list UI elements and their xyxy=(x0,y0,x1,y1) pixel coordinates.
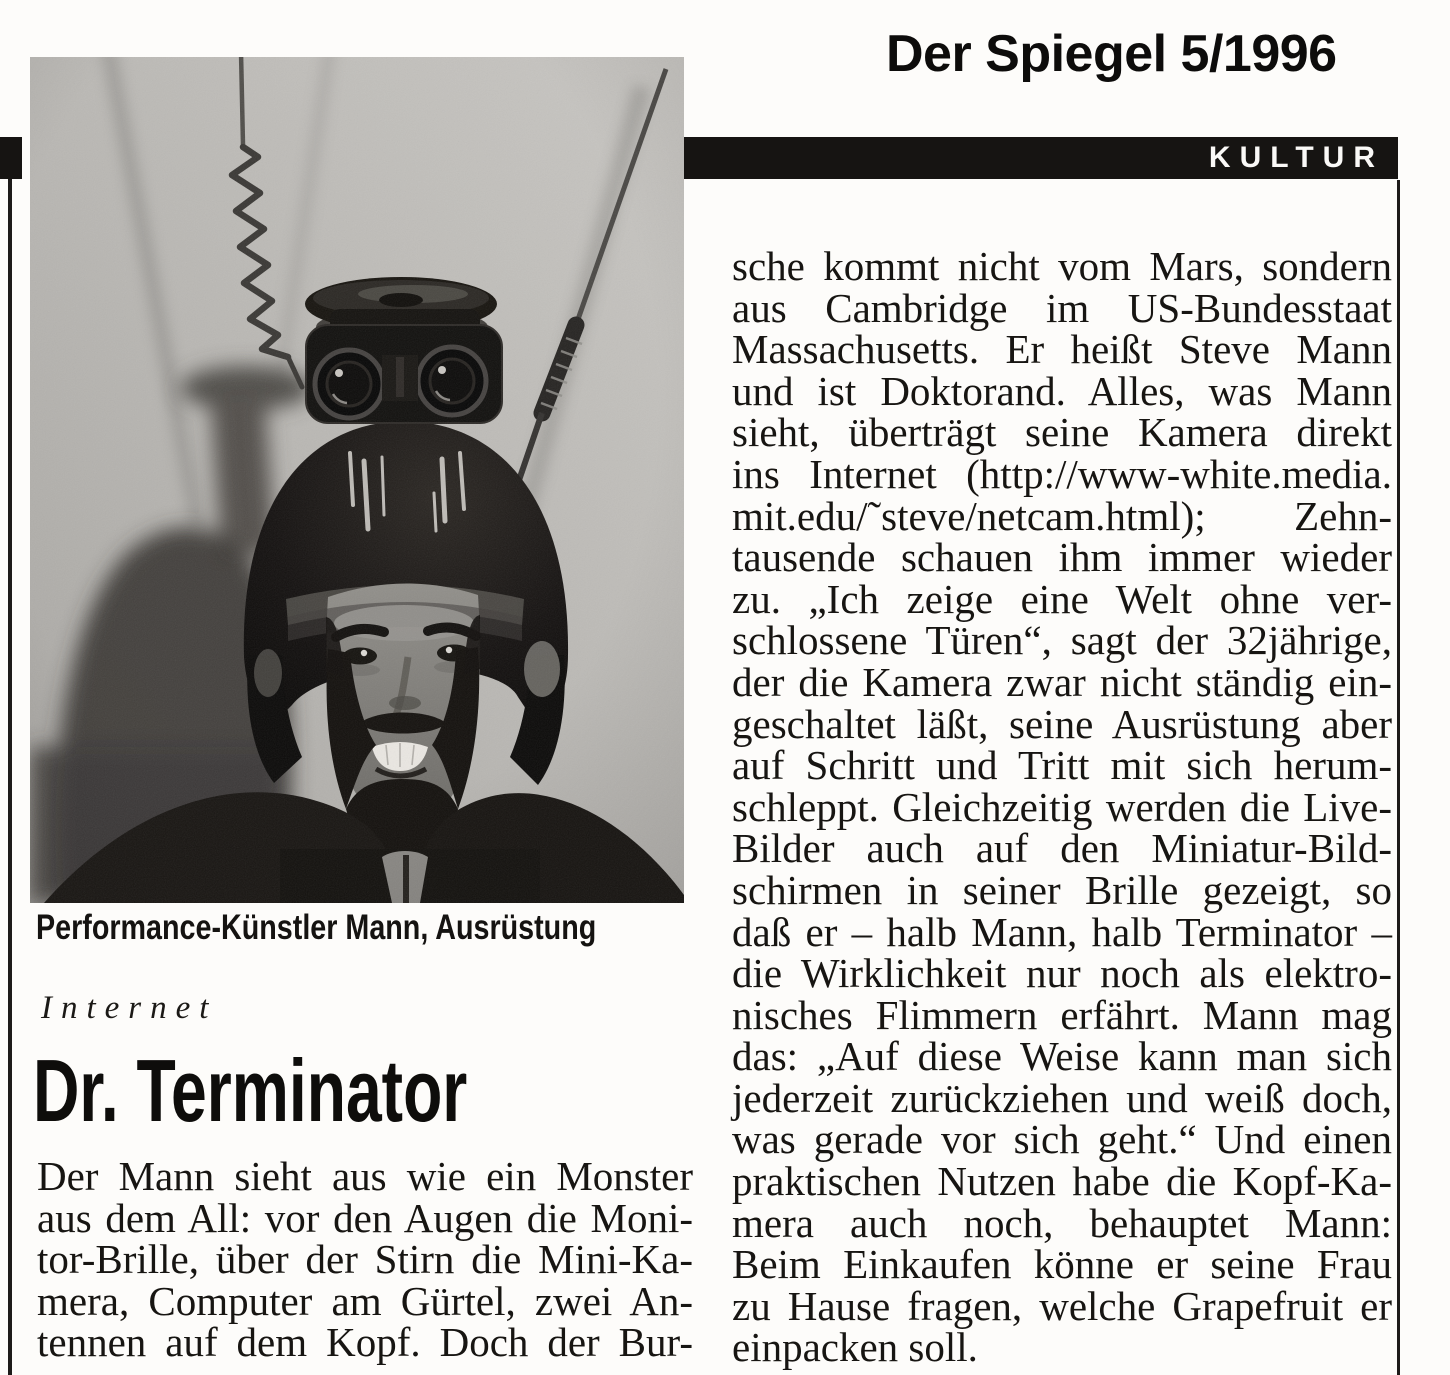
photo-illustration xyxy=(30,57,684,903)
body-line: mera auch noch, behauptet Mann: xyxy=(732,1199,1392,1246)
edition-title: Der Spiegel 5/1996 xyxy=(886,25,1337,83)
article-headline: Dr. Terminator xyxy=(33,1041,468,1140)
body-line: Bilder auch auf den Miniatur-Bild- xyxy=(732,825,1392,872)
body-line: schleppt. Gleichzeitig werden die Live- xyxy=(732,783,1392,830)
body-line: sche kommt nicht vom Mars, sondern xyxy=(732,243,1392,289)
section-label: KULTUR xyxy=(1208,141,1384,174)
body-line: und ist Doktorand. Alles, was Mann xyxy=(732,367,1392,414)
body-line: aus dem All: vor den Augen die Moni- xyxy=(37,1194,693,1241)
grain-overlay xyxy=(30,57,684,903)
body-line: einpacken soll. xyxy=(732,1324,978,1371)
body-line: auf Schritt und Tritt mit sich herum- xyxy=(732,742,1392,789)
body-line: mit.edu/˜steve/netcam.html); Zehn- xyxy=(732,492,1392,539)
body-line: tennen auf dem Kopf. Doch der Bur- xyxy=(37,1319,693,1366)
body-line: der die Kamera zwar nicht ständig ein- xyxy=(732,658,1392,705)
body-line: mera, Computer am Gürtel, zwei An- xyxy=(37,1277,693,1324)
body-line: schirmen in seiner Brille gezeigt, so xyxy=(732,866,1392,913)
section-bar-left-segment xyxy=(0,137,22,179)
article-photo xyxy=(30,57,684,903)
body-line: aus Cambridge im US-Bundesstaat xyxy=(732,284,1392,331)
body-line: schlossene Türen“, sagt der 32jährige, xyxy=(732,617,1392,664)
body-line: tausende schauen ihm immer wieder xyxy=(732,534,1392,581)
body-line: nisches Flimmern erfährt. Mann mag xyxy=(732,991,1392,1038)
body-line: Beim Einkaufen könne er seine Frau xyxy=(732,1241,1392,1288)
body-line: jederzeit zurückziehen und weiß doch, xyxy=(732,1074,1392,1121)
right-page-rule xyxy=(1397,180,1400,1375)
body-line: geschaltet läßt, seine Ausrüstung aber xyxy=(732,700,1392,747)
body-line: Massachusetts. Er heißt Steve Mann xyxy=(732,326,1392,373)
body-line: zu. „Ich zeige eine Welt ohne ver- xyxy=(732,575,1392,622)
body-line: daß er – halb Mann, halb Terminator – xyxy=(732,908,1392,955)
body-column-left xyxy=(37,1153,693,1366)
body-line: Der Mann sieht aus wie ein Monster xyxy=(37,1153,693,1199)
body-line: zu Hause fragen, welche Grapefruit er xyxy=(732,1282,1392,1329)
body-line: tor-Brille, über der Stirn die Mini-Ka- xyxy=(37,1236,693,1283)
body-line: was gerade vor sich geht.“ Und einen xyxy=(732,1116,1392,1163)
left-page-rule xyxy=(8,179,12,1375)
photo-caption: Performance-Künstler Mann, Ausrüstung xyxy=(36,908,597,947)
body-line: sieht, überträgt seine Kamera direkt xyxy=(732,409,1392,456)
body-line: praktischen Nutzen habe die Kopf-Ka- xyxy=(732,1158,1392,1205)
body-column-right xyxy=(732,243,1392,1371)
body-line: das: „Auf diese Weise kann man sich xyxy=(732,1033,1392,1080)
section-bar xyxy=(683,137,1398,179)
article-kicker: Internet xyxy=(41,990,218,1026)
body-line: ins Internet (http://www-white.media. xyxy=(732,450,1392,497)
body-line: die Wirklichkeit nur noch als elektro- xyxy=(732,950,1392,997)
